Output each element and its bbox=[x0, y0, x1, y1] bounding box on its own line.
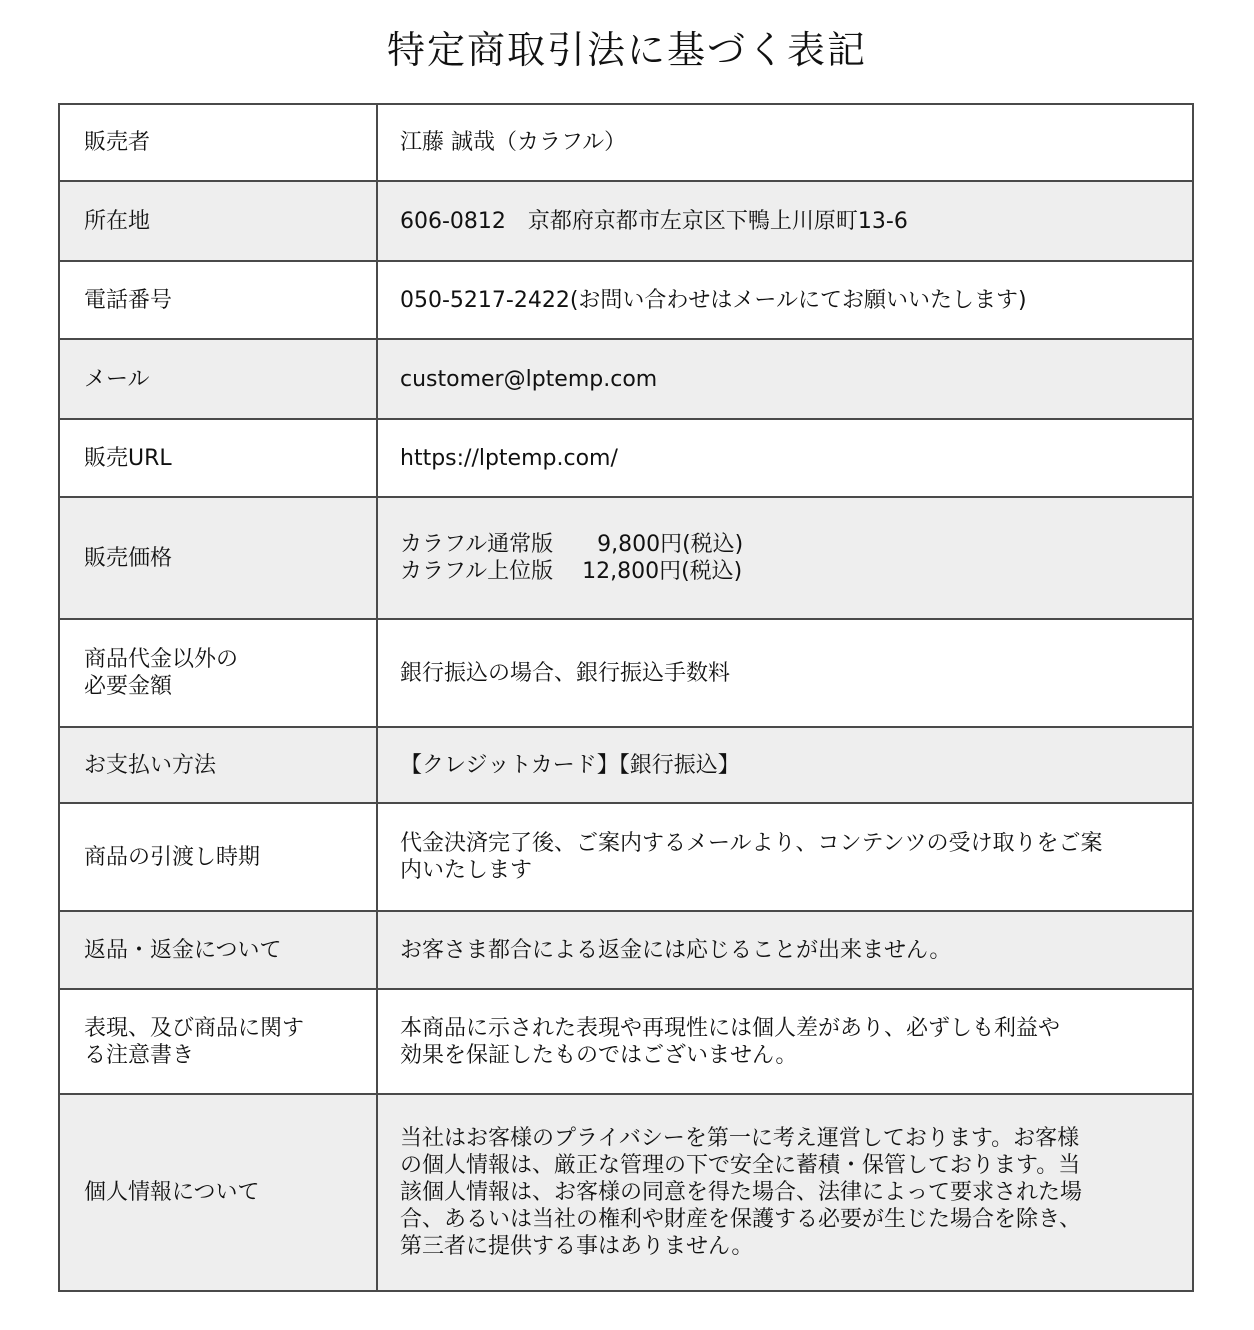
table-row-extra-fees bbox=[59, 619, 1193, 727]
value-text: 【クレジットカード】【銀行振込】 bbox=[400, 752, 740, 778]
value-text: 内いたします bbox=[400, 858, 533, 883]
label-text: メール bbox=[84, 366, 150, 392]
label-text: 商品代金以外の bbox=[84, 647, 239, 672]
label-text: 個人情報について bbox=[84, 1180, 260, 1205]
label-text: 商品の引渡し時期 bbox=[84, 844, 261, 870]
label-text: 販売価格 bbox=[84, 545, 173, 571]
value-text: 本商品に示された表現や再現性には個人差があり、必ずしも利益や bbox=[400, 1015, 1061, 1041]
page-title: 特定商取引法に基づく表記 bbox=[386, 28, 867, 72]
row-value bbox=[377, 803, 1193, 911]
value-text: 江藤 誠哉（カラフル） bbox=[400, 130, 627, 155]
row-label bbox=[59, 1094, 377, 1291]
label-text: 返品・返金について bbox=[84, 937, 282, 963]
table-row-seller bbox=[59, 104, 1193, 181]
row-value bbox=[377, 619, 1193, 727]
value-text: 第三者に提供する事はありません。 bbox=[400, 1234, 754, 1259]
row-label bbox=[59, 911, 377, 989]
disclosure-table bbox=[58, 103, 1194, 1292]
value-text: お客さま都合による返金には応じることが出来ません。 bbox=[400, 937, 952, 963]
table-row-url bbox=[59, 419, 1193, 497]
label-text: る注意書き bbox=[84, 1042, 195, 1068]
row-value bbox=[377, 989, 1193, 1094]
table-row-phone bbox=[59, 261, 1193, 339]
row-label bbox=[59, 104, 377, 181]
table-row-address bbox=[59, 181, 1193, 261]
row-label bbox=[59, 339, 377, 419]
row-label bbox=[59, 989, 377, 1094]
table-row-refund bbox=[59, 911, 1193, 989]
row-label bbox=[59, 803, 377, 911]
label-text: 必要金額 bbox=[84, 674, 173, 699]
sales-url-link[interactable]: https://lptemp.com/ bbox=[400, 445, 618, 471]
row-label bbox=[59, 619, 377, 727]
value-text: 代金決済完了後、ご案内するメールより、コンテンツの受け取りをご案 bbox=[400, 831, 1103, 856]
row-value bbox=[377, 181, 1193, 261]
label-text: 販売者 bbox=[84, 130, 151, 155]
value-text: 銀行振込の場合、銀行振込手数料 bbox=[400, 660, 731, 686]
row-value bbox=[377, 339, 1193, 419]
row-value bbox=[377, 497, 1193, 619]
table-row-payment bbox=[59, 727, 1193, 803]
row-value bbox=[377, 104, 1193, 181]
row-label bbox=[59, 181, 377, 261]
label-text: 所在地 bbox=[84, 208, 151, 234]
table-row-disclaimer bbox=[59, 989, 1193, 1094]
table-row-email bbox=[59, 339, 1193, 419]
row-label bbox=[59, 419, 377, 497]
label-text: お支払い方法 bbox=[84, 752, 217, 778]
value-text: 該個人情報は、お客様の同意を得た場合、法律によって要求された場 bbox=[400, 1180, 1083, 1205]
row-value bbox=[377, 911, 1193, 989]
price-line: カラフル上位版 12,800円(税込) bbox=[400, 559, 743, 584]
row-label bbox=[59, 497, 377, 619]
table-row-delivery bbox=[59, 803, 1193, 911]
row-label bbox=[59, 261, 377, 339]
row-value bbox=[377, 261, 1193, 339]
value-text: の個人情報は、厳正な管理の下で安全に蓄積・保管しております。当 bbox=[400, 1153, 1081, 1178]
value-text: 当社はお客様のプライバシーを第一に考え運営しております。お客様 bbox=[400, 1126, 1080, 1151]
label-text: 電話番号 bbox=[84, 287, 173, 313]
value-text: 合、あるいは当社の権利や財産を保護する必要が生じた場合を除き、 bbox=[400, 1207, 1082, 1232]
row-value bbox=[377, 1094, 1193, 1291]
row-value bbox=[377, 727, 1193, 803]
table-row-privacy bbox=[59, 1094, 1193, 1291]
email-link[interactable]: customer@lptemp.com bbox=[400, 366, 658, 392]
label-text: 販売URL bbox=[84, 445, 172, 471]
table-row-price bbox=[59, 497, 1193, 619]
row-label bbox=[59, 727, 377, 803]
row-value bbox=[377, 419, 1193, 497]
label-text: 表現、及び商品に関す bbox=[84, 1015, 305, 1041]
value-text: 050-5217-2422(お問い合わせはメールにてお願いいたします) bbox=[400, 287, 1027, 313]
price-line: カラフル通常版 9,800円(税込) bbox=[400, 532, 744, 557]
value-text: 606-0812 京都府京都市左京区下鴨上川原町13-6 bbox=[400, 208, 908, 234]
value-text: 効果を保証したものではございません。 bbox=[400, 1042, 798, 1068]
